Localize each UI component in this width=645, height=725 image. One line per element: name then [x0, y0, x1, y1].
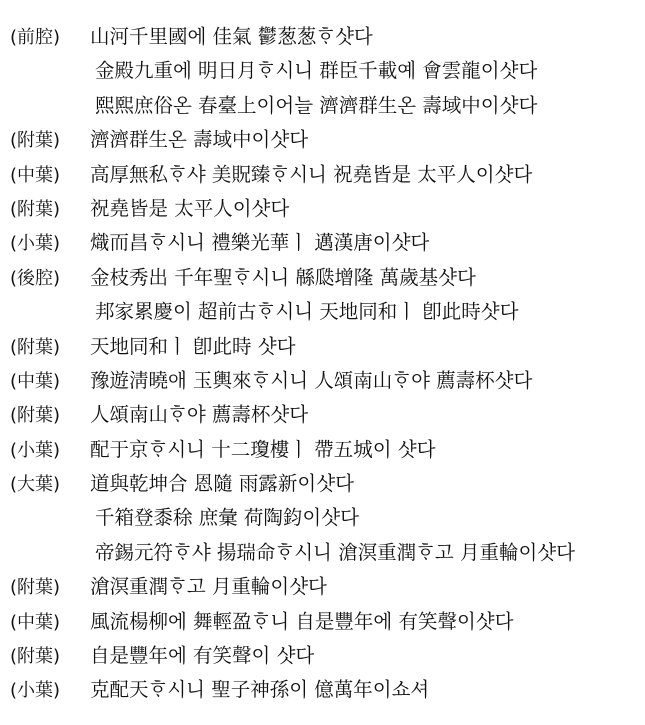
verse-text: 克配天ᄒᆞ시니 聖子神孫이 億萬年이쇼셔: [90, 678, 430, 702]
verse-text: 山河千里國에 佳氣 鬱葱葱ᄒᆞ샷다: [90, 25, 373, 48]
section-label: (附葉): [10, 577, 61, 599]
verse-line: [0, 192, 645, 226]
section-label: (大葉): [10, 474, 61, 496]
verse-line: [0, 639, 645, 673]
verse-text: 道與乾坤合 恩隨 雨露新이샷다: [90, 472, 354, 496]
verse-text: 高厚無私ᄒᆞ샤 美貺臻ᄒᆞ시니 祝堯皆是 太平人이샷다: [90, 162, 533, 186]
section-label: (小葉): [10, 233, 61, 255]
section-label: (中葉): [10, 611, 61, 633]
section-label: (小葉): [10, 680, 61, 702]
verse-text: 金殿九重에 明日月ᄒᆞ시니 群臣千載예 會雲龍이샷다: [95, 59, 538, 83]
section-label: (中葉): [10, 370, 61, 392]
verse-text: 豫遊淸曉애 玉輿來ᄒᆞ시니 人頌南山ᄒᆞ야 薦壽杯샷다: [90, 368, 533, 392]
section-label: (附葉): [10, 405, 61, 427]
verse-text: 金枝秀出 千年聖ᄒᆞ시니 緜瓞增隆 萬歲基샷다: [90, 265, 476, 289]
section-label: (中葉): [10, 164, 61, 186]
verse-line: [0, 330, 645, 364]
verse-text: 滄溟重潤ᄒᆞ고 月重輪이샷다: [90, 575, 327, 599]
verse-line: [0, 158, 645, 192]
verse-line: [0, 226, 645, 260]
verse-line: [0, 536, 645, 570]
verse-text: 自是豐年에 有笑聲이 샷다: [90, 644, 315, 668]
verse-line: [0, 673, 645, 707]
section-label: (附葉): [10, 336, 61, 358]
verse-text: 帝錫元符ᄒᆞ샤 揚瑞命ᄒᆞ시니 滄溟重潤ᄒᆞ고 月重輪이샷다: [95, 540, 575, 564]
verse-text: 濟濟群生온 壽域中이샷다: [90, 128, 309, 152]
verse-line: [0, 295, 645, 329]
verse-line: [0, 605, 645, 639]
verse-line: [0, 89, 645, 123]
section-label: (小葉): [10, 439, 61, 461]
verse-line: [0, 433, 645, 467]
section-label: (附葉): [10, 198, 61, 220]
verse-text: 天地同和ㅣ 卽此時 샷다: [90, 334, 296, 358]
verse-text: 熾而昌ᄒᆞ시니 禮樂光華ㅣ 邁漢唐이샷다: [90, 231, 430, 255]
section-label: (附葉): [10, 130, 61, 152]
verse-line: [0, 398, 645, 432]
section-label: (附葉): [10, 646, 61, 668]
verse-text: 邦家累慶이 超前古ᄒᆞ시니 天地同和ㅣ 卽此時샷다: [95, 300, 519, 324]
section-label: (前腔): [10, 27, 61, 48]
verse-line: [0, 570, 645, 604]
verse-line: [0, 20, 645, 54]
verse-line: [0, 123, 645, 157]
verse-line: [0, 54, 645, 88]
verse-text: 祝堯皆是 太平人이샷다: [90, 196, 290, 220]
verse-line: [0, 364, 645, 398]
verse-line: [0, 501, 645, 535]
verse-text: 風流楊柳에 舞輕盈ᄒᆞ니 自是豐年에 有笑聲이샷다: [90, 609, 514, 633]
song-text-document: [0, 20, 645, 708]
verse-line: [0, 261, 645, 295]
verse-text: 熙熙庶俗온 春臺上이어늘 濟濟群生온 壽域中이샷다: [95, 93, 538, 117]
verse-text: 千箱登黍稌 庶彙 荷陶鈞이샷다: [95, 506, 359, 530]
section-label: (後腔): [10, 267, 61, 289]
verse-line: [0, 467, 645, 501]
verse-text: 人頌南山ᄒᆞ야 薦壽杯샷다: [90, 403, 309, 427]
verse-text: 配于京ᄒᆞ시니 十二瓊樓ㅣ 帶五城이 샷다: [90, 437, 436, 461]
